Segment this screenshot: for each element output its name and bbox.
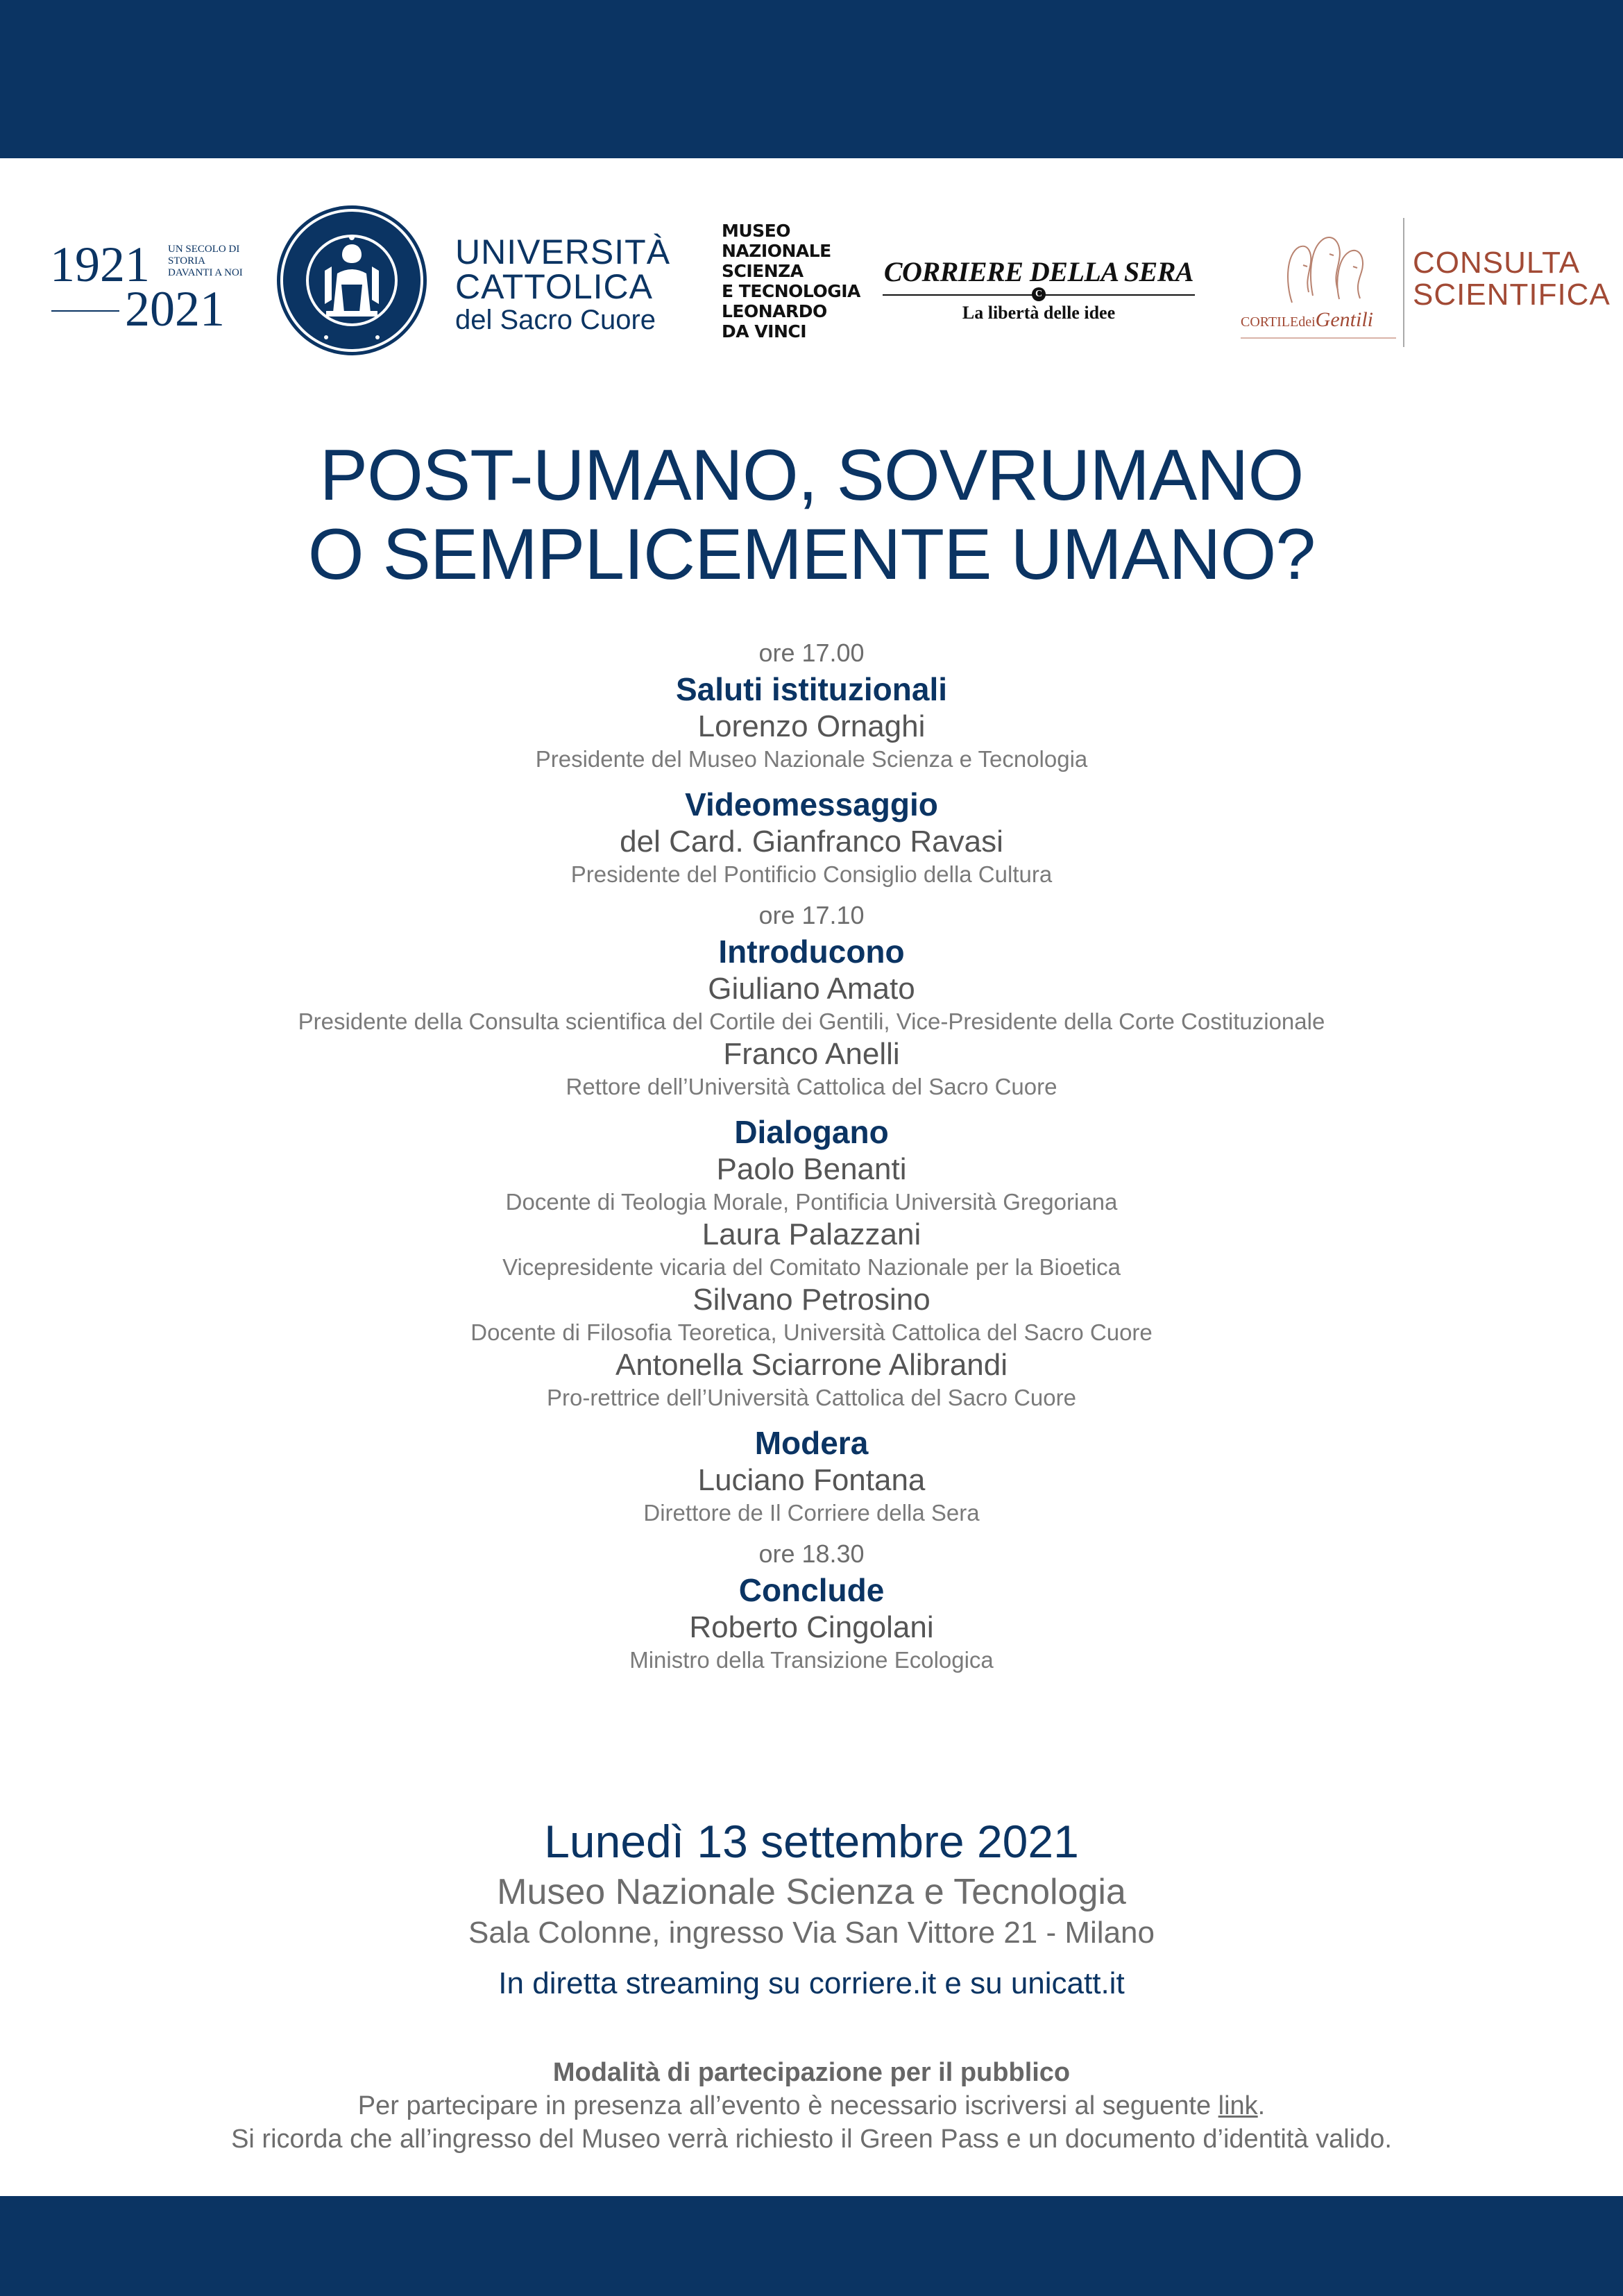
museo-line: SCIENZA [722, 261, 804, 281]
speaker-name: Luciano Fontana [697, 1463, 926, 1497]
section-heading: Conclude [738, 1572, 885, 1608]
programme-block [0, 637, 1623, 775]
speaker-role: Pro-rettrice dell’Università Cattolica del Sacro Cuore [547, 1385, 1076, 1410]
museo-line: DA VINCI [722, 321, 807, 341]
consulta-scientifica-logo [1413, 247, 1611, 311]
cortile-dei-gentili-logo [1239, 226, 1399, 351]
centenary-year-start: 1921 [50, 237, 150, 292]
top-banner [0, 0, 1623, 158]
session-time: ore 18.30 [758, 1539, 865, 1568]
registration-text: Per partecipare in presenza all’evento è necessario iscriversi al seguente [357, 2091, 1218, 2120]
speaker-role: Rettore dell’Università Cattolica del Sacro Cuore [566, 1074, 1057, 1099]
speaker-role: Presidente della Consulta scientifica del Cortile dei Gentili, Vice-Presidente della Corte Costituzionale [298, 1008, 1325, 1034]
speaker-role: Ministro della Transizione Ecologica [629, 1647, 994, 1673]
event-title [0, 436, 1623, 594]
museo-line: E TECNOLOGIA [722, 281, 860, 301]
corriere-tagline: La libertà delle idee [962, 303, 1116, 323]
speaker-name: Laura Palazzani [702, 1217, 921, 1251]
centenary-rule [51, 310, 119, 312]
participation-heading: Modalità di partecipazione per il pubblico [552, 2058, 1071, 2087]
event-date: Lunedì 13 settembre 2021 [544, 1816, 1079, 1867]
centenary-logo [50, 237, 251, 337]
programme-block [0, 1112, 1623, 1413]
speaker-name: Paolo Benanti [716, 1152, 907, 1186]
section-heading: Saluti istituzionali [675, 671, 948, 707]
museo-line: NAZIONALE [722, 241, 831, 261]
programme [0, 637, 1623, 1685]
corriere-della-sera-logo [883, 257, 1195, 323]
museo-scienza-logo [722, 221, 860, 341]
speaker-role: Presidente del Pontificio Consiglio della Cultura [570, 861, 1053, 887]
speaker-role: Presidente del Museo Nazionale Scienza e Tecnologia [535, 746, 1088, 772]
programme-block [0, 1423, 1623, 1528]
speaker-role: Docente di Teologia Morale, Pontificia Università Gregoriana [505, 1189, 1118, 1215]
consulta-line1: CONSULTA [1413, 246, 1581, 280]
registration-link[interactable]: link [1218, 2091, 1258, 2120]
section-heading: Videomessaggio [685, 786, 938, 822]
university-name-line1: UNIVERSITÀ [455, 233, 671, 271]
centenary-year-end: 2021 [125, 281, 225, 337]
cortile-gentili: Gentili [1315, 308, 1373, 331]
museo-line: MUSEO [722, 221, 791, 241]
section-heading: Introducono [718, 934, 905, 970]
event-title-line1: POST-UMANO, SOVRUMANO [319, 435, 1304, 516]
programme-block [0, 1538, 1623, 1675]
event-address: Sala Colonne, ingresso Via San Vittore 21 - Milano [468, 1916, 1155, 1950]
cortile-prefix: CORTILE [1241, 314, 1299, 330]
speaker-role: Direttore de Il Corriere della Sera [643, 1500, 980, 1526]
university-name-line3: del Sacro Cuore [455, 305, 656, 335]
section-heading: Dialogano [734, 1114, 889, 1150]
session-time: ore 17.10 [758, 901, 865, 929]
speaker-name: Giuliano Amato [708, 972, 915, 1006]
corriere-divider [883, 287, 1195, 303]
corriere-mark-icon: C [1032, 287, 1046, 301]
registration-punct: . [1257, 2091, 1266, 2120]
speaker-name: Roberto Cingolani [689, 1610, 934, 1644]
cortile-underline [1241, 337, 1396, 339]
logo-separator [1403, 218, 1404, 347]
museo-line: LEONARDO [722, 301, 827, 321]
speaker-name: Antonella Sciarrone Alibrandi [615, 1348, 1008, 1382]
event-details [0, 1813, 1623, 2003]
registration-line [0, 2089, 1623, 2122]
speaker-name: Silvano Petrosino [692, 1283, 931, 1317]
cortile-wordmark [1241, 308, 1373, 332]
speaker-name: Franco Anelli [723, 1037, 900, 1071]
speaker-name: del Card. Gianfranco Ravasi [620, 825, 1003, 859]
consulta-line2: SCIENTIFICA [1413, 278, 1611, 312]
speaker-name: Lorenzo Ornaghi [697, 709, 926, 743]
corriere-masthead: CORRIERE DELLA SERA [883, 256, 1194, 287]
cortile-middle: dei [1298, 314, 1316, 330]
speaker-role: Docente di Filosofia Teoretica, Università Cattolica del Sacro Cuore [470, 1319, 1153, 1345]
event-title-line2: O SEMPLICEMENTE UMANO? [307, 514, 1316, 595]
bottom-banner [0, 2196, 1623, 2296]
centenary-motto: UN SECOLO DI STORIA DAVANTI A NOI [168, 244, 243, 278]
event-venue: Museo Nazionale Scienza e Tecnologia [497, 1872, 1126, 1912]
universita-cattolica-wordmark [455, 233, 671, 336]
programme-block [0, 900, 1623, 1102]
faces-sketch-icon [1278, 226, 1368, 310]
university-seal-icon [276, 201, 427, 360]
green-pass-notice: Si ricorda che all’ingresso del Museo verrà richiesto il Green Pass e un documento d’identità valido. [231, 2125, 1392, 2154]
university-name-line2: CATTOLICA [455, 267, 653, 306]
speaker-role: Vicepresidente vicaria del Comitato Nazionale per la Bioetica [502, 1254, 1121, 1280]
section-heading: Modera [754, 1425, 869, 1461]
streaming-info: In diretta streaming su corriere.it e su unicatt.it [498, 1966, 1125, 2000]
programme-block [0, 784, 1623, 890]
participation-notes [0, 2056, 1623, 2156]
session-time: ore 17.00 [758, 639, 865, 667]
partner-logos [0, 201, 1623, 368]
